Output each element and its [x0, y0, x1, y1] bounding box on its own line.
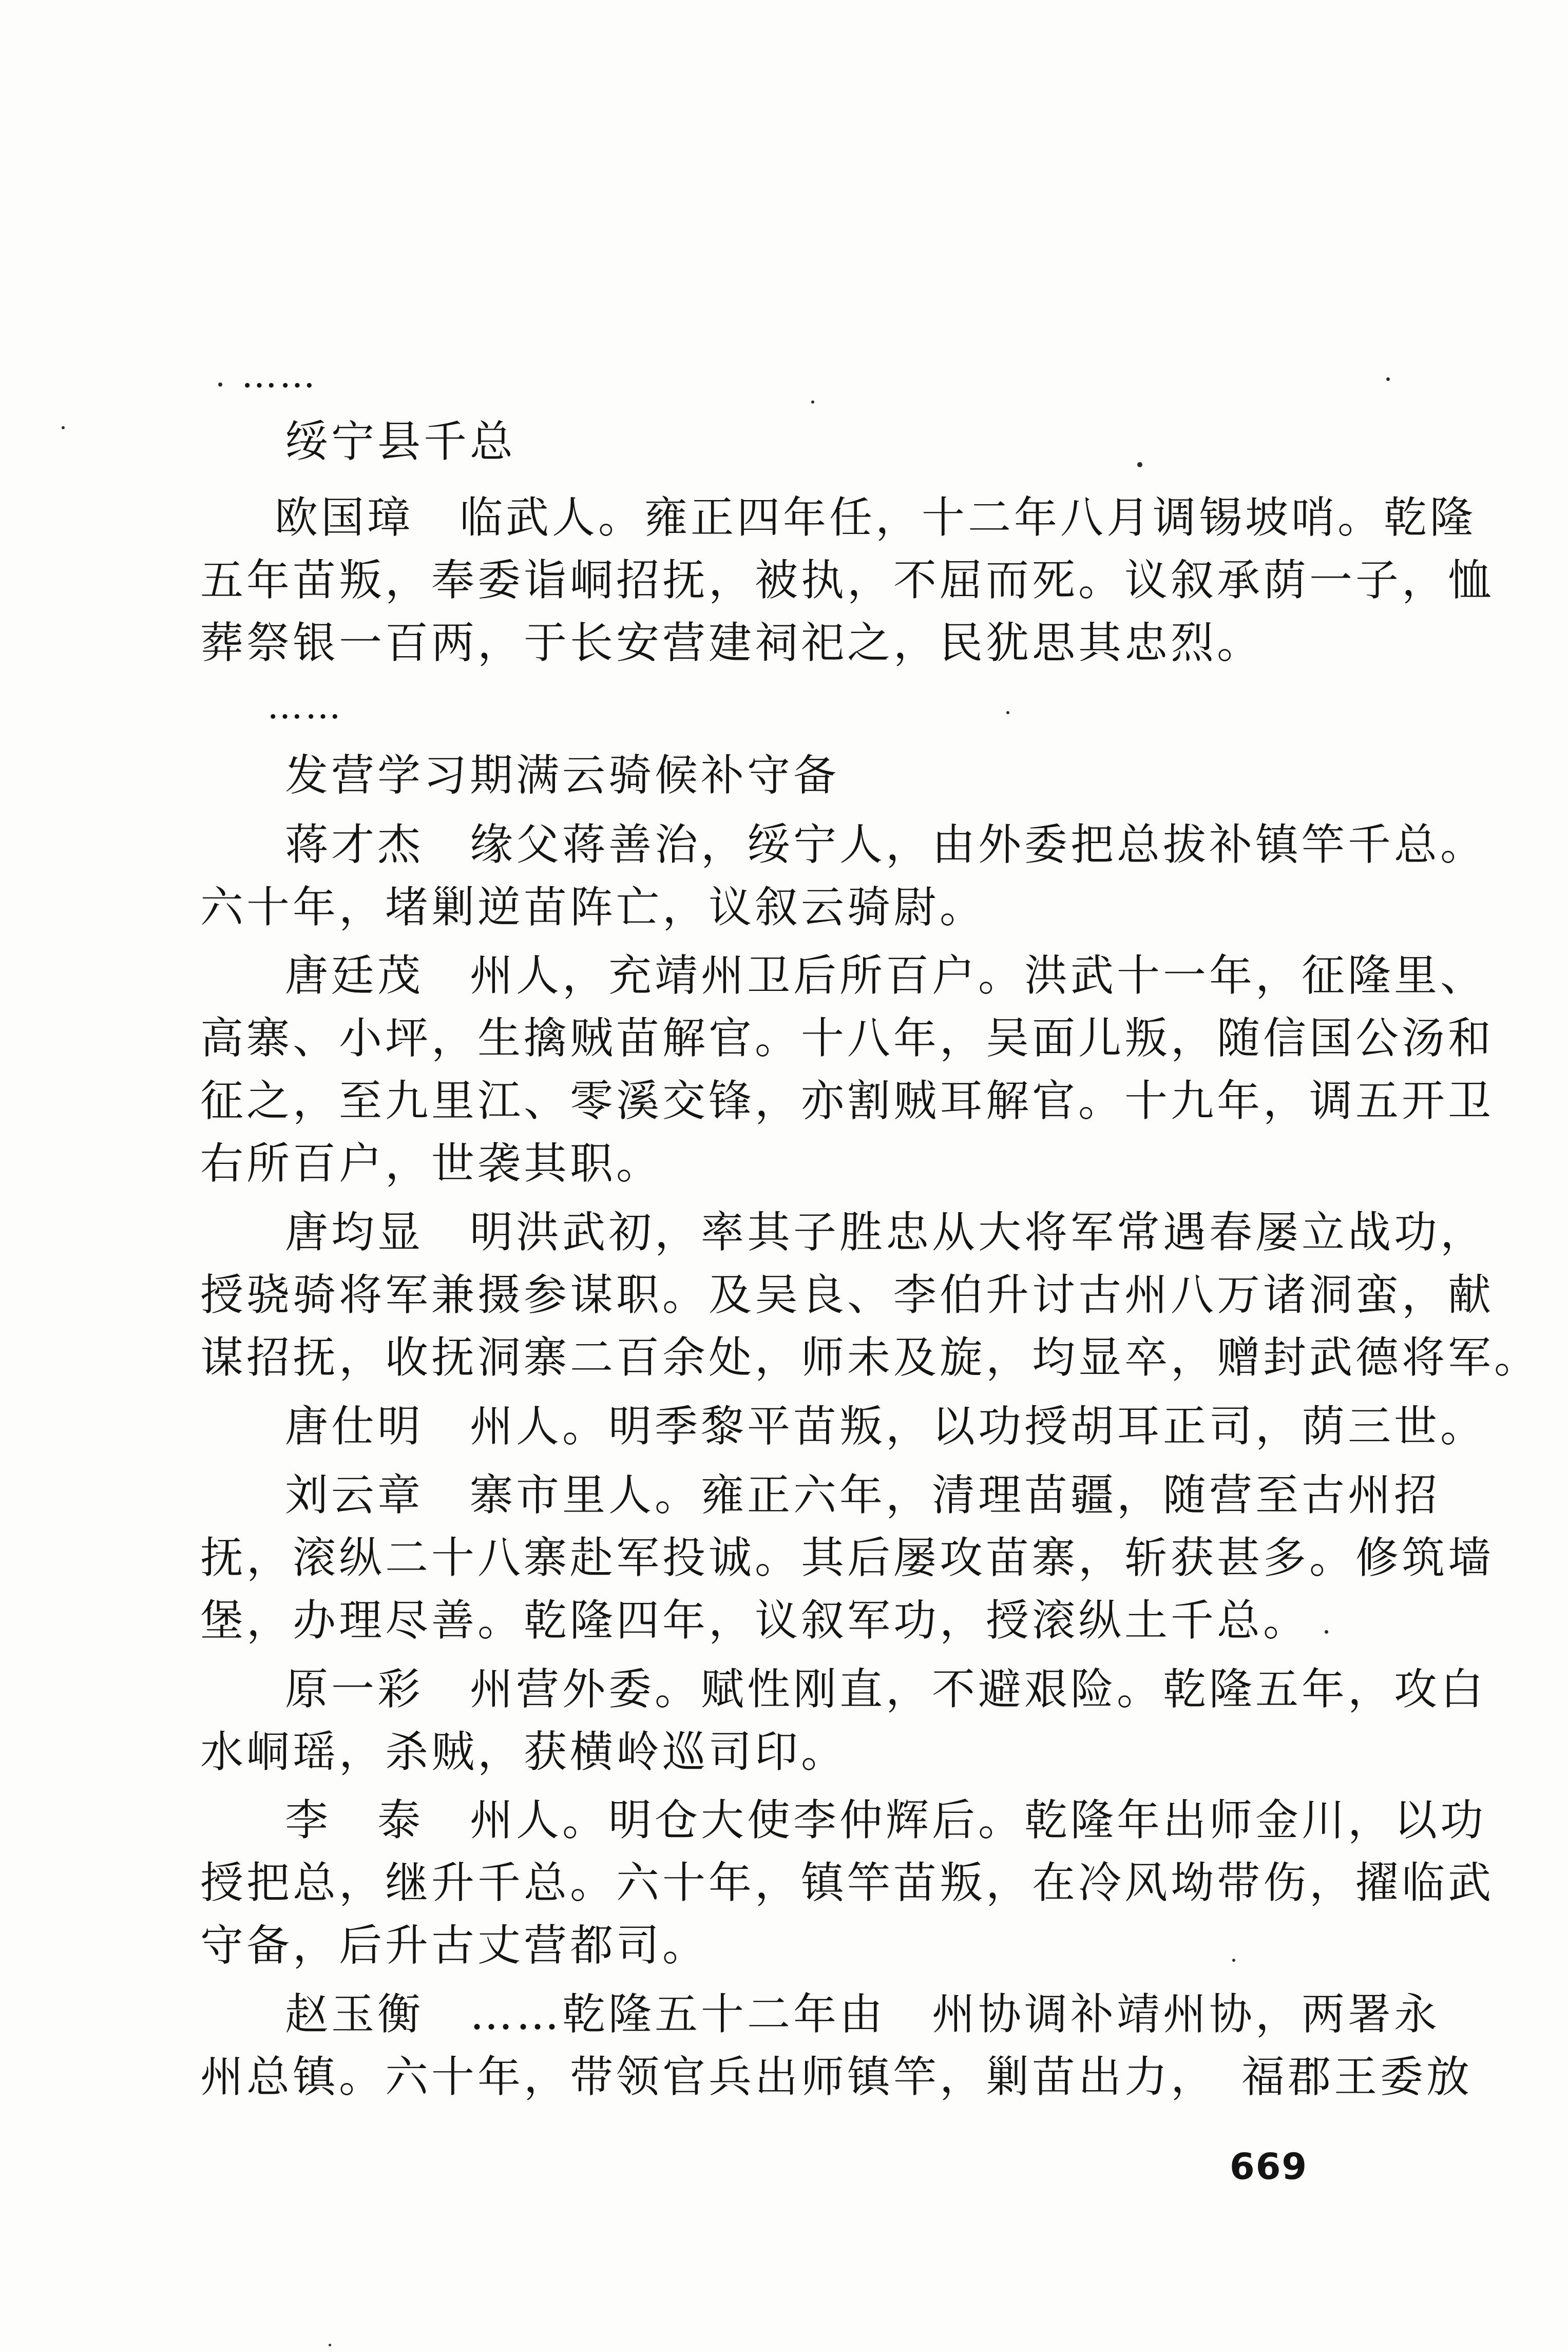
text-line: 征之，至九里江、零溪交锋，亦割贼耳解官。十九年，调五开卫 — [200, 1076, 1495, 1126]
text-line: 抚，滚纵二十八寨赴军投诚。其后屡攻苗寨，斩获甚多。修筑墙 — [200, 1533, 1495, 1583]
text-line: 高寨、小坪，生擒贼苗解官。十八年，吴面儿叛，随信国公汤和 — [200, 1013, 1495, 1063]
text-line: 蒋才杰 缘父蒋善治，绥宁人，由外委把总拔补镇竿千总。 — [285, 819, 1487, 870]
text-line: 欧国璋 临武人。雍正四年任，十二年八月调锡坡哨。乾隆 — [275, 492, 1477, 543]
text-line: 六十年，堵剿逆苗阵亡，议叙云骑尉。 — [200, 882, 986, 932]
text-line: 授骁骑将军兼摄参谋职。及吴良、李伯升讨古州八万诸洞蛮，献 — [200, 1270, 1495, 1320]
text-line: 刘云章 寨市里人。雍正六年，清理苗疆，随营至古州招 — [285, 1470, 1441, 1520]
text-line: 水峒瑶，杀贼，获横岭巡司印。 — [200, 1727, 848, 1777]
text-line: 唐廷茂 州人，充靖州卫后所百户。洪武十一年，征隆里、 — [285, 950, 1487, 1001]
scan-speck — [62, 426, 65, 429]
scan-speck — [1006, 711, 1009, 714]
scan-speck — [329, 2344, 331, 2346]
scan-speck — [1325, 1630, 1328, 1634]
section-heading-yunqi-houbu-shoubei: 发营学习期满云骑候补守备 — [285, 750, 840, 800]
scan-speck — [1137, 462, 1142, 467]
ellipsis-mark-1: …… — [241, 354, 317, 396]
text-line: 唐均显 明洪武初，率其子胜忠从大将军常遇春屡立战功， — [285, 1207, 1487, 1257]
ellipsis-mark-2: …… — [267, 685, 343, 727]
text-line: 赵玉衡 ……乾隆五十二年由 州协调补靖州协，两署永 — [285, 1989, 1441, 2039]
text-line: 州总镇。六十年，带领官兵出师镇竿，剿苗出力， 福郡王委放 — [200, 2052, 1473, 2102]
text-line: 右所百户，世袭其职。 — [200, 1138, 663, 1189]
text-line: 李 泰 州人。明仓大使李仲辉后。乾隆年出师金川，以功 — [285, 1795, 1487, 1845]
text-line: 守备，后升古丈营都司。 — [200, 1920, 709, 1971]
page-number: 669 — [1230, 2146, 1308, 2188]
text-line: 授把总，继升千总。六十年，镇竿苗叛，在冷风坳带伤，擢临武 — [200, 1858, 1495, 1908]
text-line: 原一彩 州营外委。赋性刚直，不避艰险。乾隆五年，攻白 — [285, 1664, 1487, 1714]
text-line: 堡，办理尽善。乾隆四年，议叙军功，授滚纵土千总。 — [200, 1595, 1310, 1646]
scan-speck — [811, 400, 814, 404]
text-line: 五年苗叛，奉委诣峒招抚，被执，不屈而死。议叙承荫一子，恤 — [200, 555, 1495, 605]
text-line: 葬祭银一百两，于长安营建祠祀之，民犹思其忠烈。 — [200, 618, 1264, 668]
scan-speck — [1386, 377, 1390, 381]
text-line: 唐仕明 州人。明季黎平苗叛，以功授胡耳正司，荫三世。 — [285, 1401, 1487, 1451]
section-heading-suining-qianzong: 绥宁县千总 — [285, 416, 517, 467]
scan-speck — [218, 383, 222, 387]
scan-speck — [1232, 1959, 1235, 1962]
text-line: 谋招抚，收抚洞寨二百余处，师未及旋，均显卒，赠封武德将军。 — [200, 1332, 1541, 1383]
